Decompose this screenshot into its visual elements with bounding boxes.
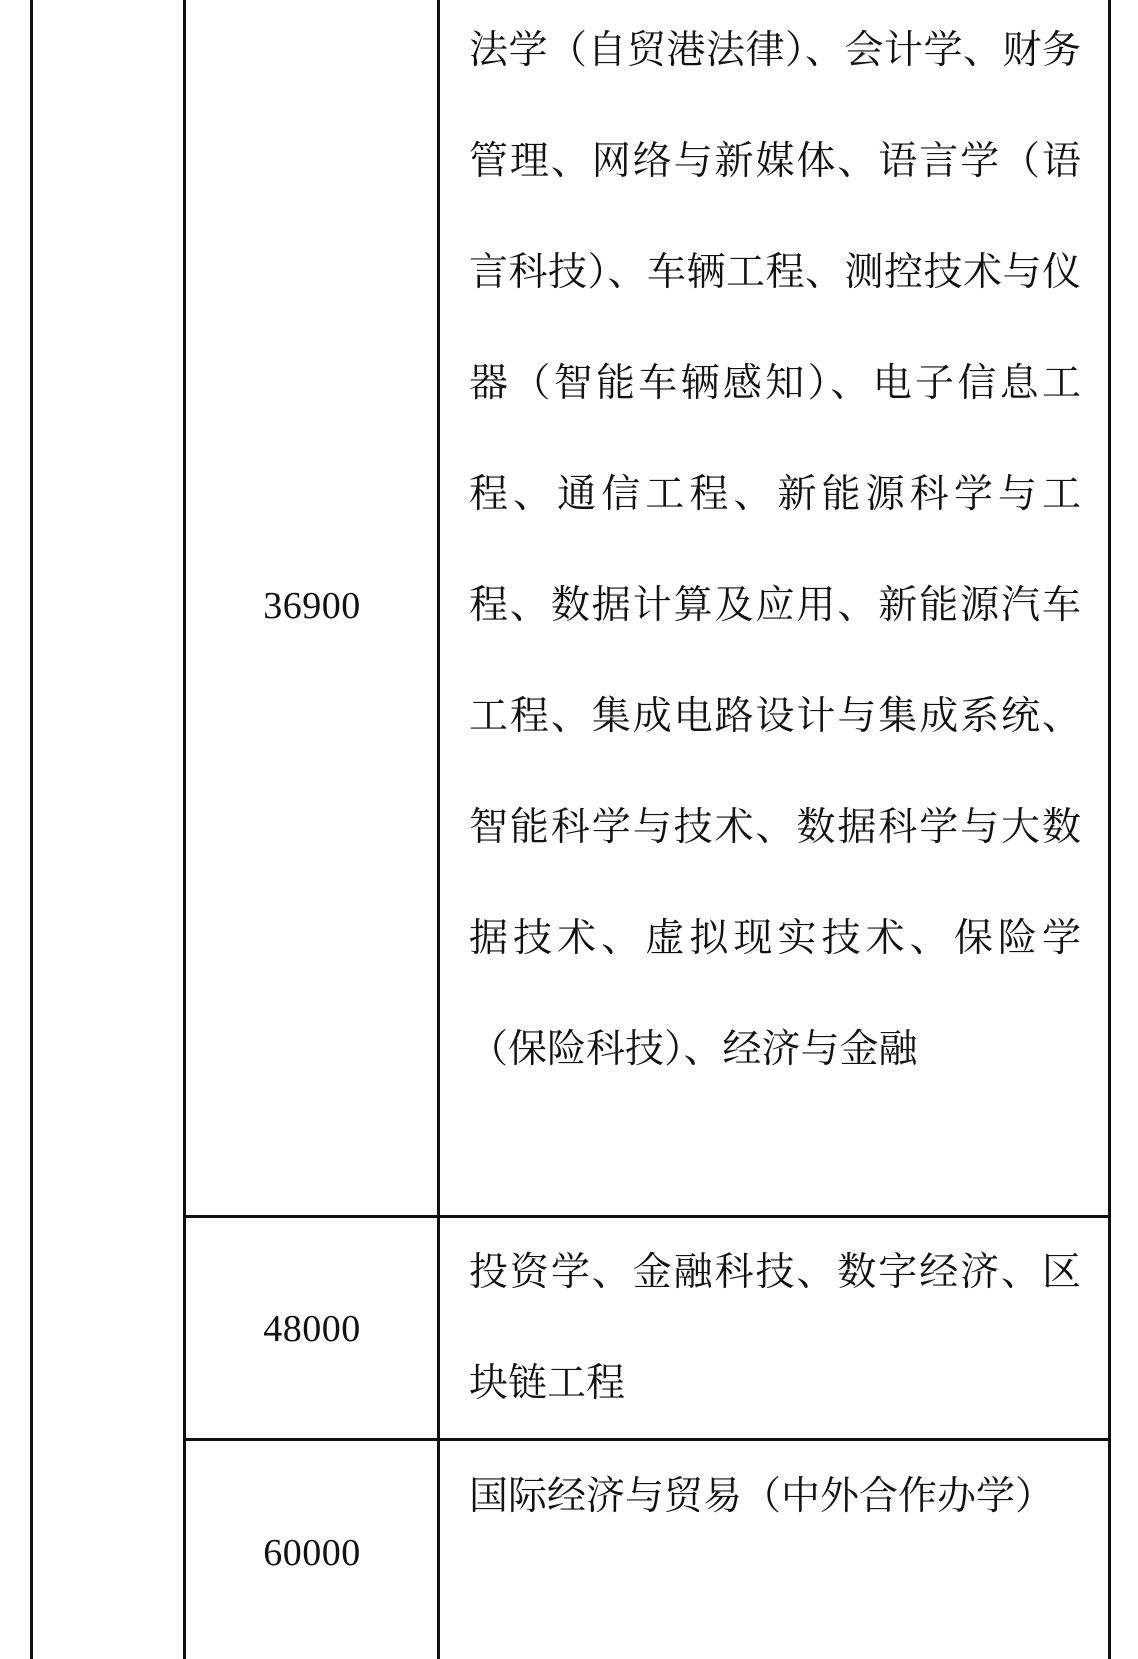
table-border-left [30, 0, 33, 1659]
majors-cell: 法学（自贸港法律）、会计学、财务管理、网络与新媒体、语言学（语言科技）、车辆工程、测控技术与仪器（智能车辆感知）、电子信息工程、通信工程、新能源科学与工程、数据计算及应用、新能源汽车工程、集成电路设计与集成系统、智能科学与技术、数据科学与大数据技术、虚拟现实技术、保险学（保险科技）、经济与金融 [469, 28, 1081, 1072]
tuition-fee-cell: 48000 [263, 1308, 361, 1350]
majors-cell: 国际经济与贸易（中外合作办学） [469, 1474, 1055, 1519]
tuition-fee-cell: 60000 [263, 1532, 361, 1574]
table-border-col1 [183, 0, 186, 1659]
table-border-col2 [437, 0, 440, 1659]
majors-cell: 投资学、金融科技、数字经济、区块链工程 [469, 1250, 1081, 1406]
table-border-right [1108, 0, 1111, 1659]
tuition-fee-cell: 36900 [263, 585, 361, 627]
